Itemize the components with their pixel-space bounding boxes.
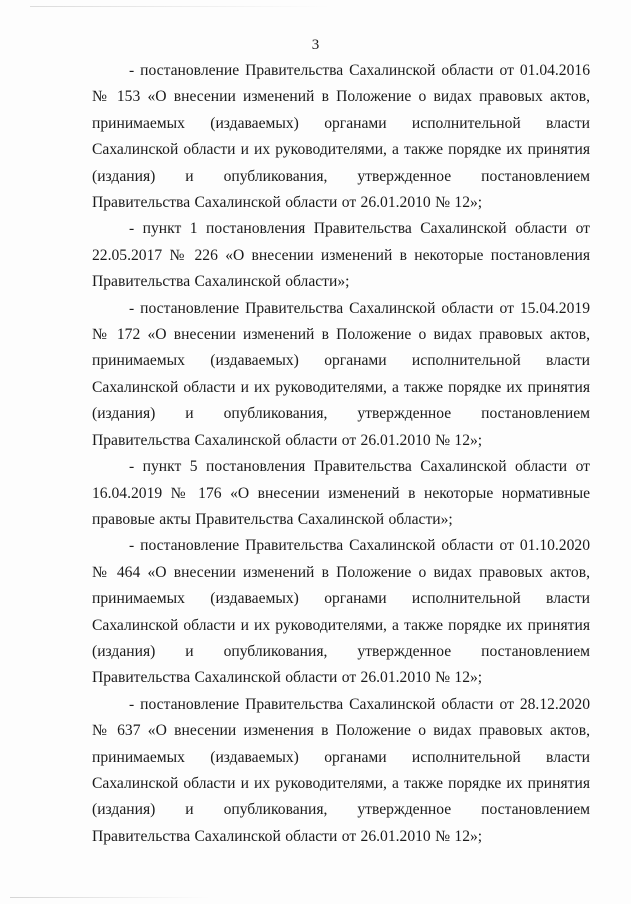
document-body (92, 58, 590, 850)
page-number: 3 (311, 37, 320, 53)
scan-artifact-bottom (10, 897, 210, 898)
list-item: - пункт 5 постановления Правительства Сахалинской области от 16.04.2019 № 176 «О внесении изменений в некоторые нормативные правовые акты Правительства Сахалинской области»; (92, 458, 590, 528)
list-item: - постановление Правительства Сахалинской области от 01.10.2020 № 464 «О внесении изменений в Положение о видах правовых актов, принимаемых (издаваемых) органами исполнительной власти Сахалинской области и их руководителями, а также порядке их принятия (издания) и опубликования, утвержденное постановлением Правительства Сахалинской области от 26.01.2010 № 12»; (92, 537, 590, 687)
scan-artifact-top (30, 6, 330, 7)
list-item: - постановление Правительства Сахалинской области от 28.12.2020 № 637 «О внесении изменения в Положение о видах правовых актов, принимаемых (издаваемых) органами исполнительной власти Сахалинской области и их руководителями, а также порядке их принятия (издания) и опубликования, утвержденное постановлением Правительства Сахалинской области от 26.01.2010 № 12»; (92, 695, 590, 845)
list-item: - пункт 1 постановления Правительства Сахалинской области от 22.05.2017 № 226 «О внесении изменений в некоторые постановления Правительства Сахалинской области»; (92, 220, 590, 291)
list-item: - постановление Правительства Сахалинской области от 15.04.2019 № 172 «О внесении изменений в Положение о видах правовых актов, принимаемых (издаваемых) органами исполнительной власти Сахалинской области и их руководителями, а также порядке их принятия (издания) и опубликования, утвержденное постановлением Правительства Сахалинской области от 26.01.2010 № 12»; (92, 299, 590, 449)
list-item: - постановление Правительства Сахалинской области от 01.04.2016 № 153 «О внесении изменений в Положение о видах правовых актов, принимаемых (издаваемых) органами исполнительной власти Сахалинской области и их руководителями, а также порядке их принятия (издания) и опубликования, утвержденное постановлением Правительства Сахалинской области от 26.01.2010 № 12»; (92, 62, 590, 212)
